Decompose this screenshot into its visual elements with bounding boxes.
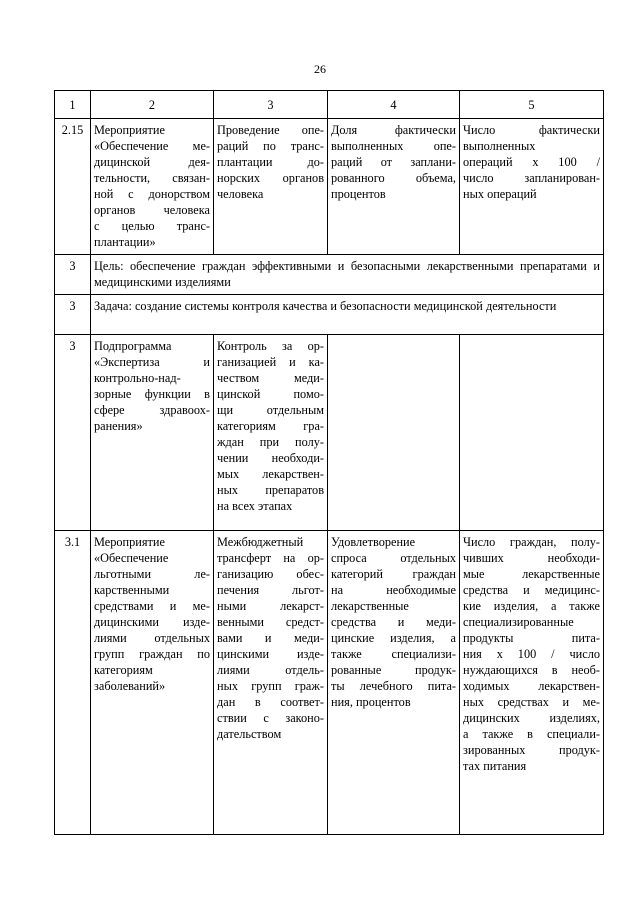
cell-line: ных операций — [463, 187, 537, 201]
cell-line: Подпрограмма — [94, 339, 172, 353]
cell-line: категорий граждан — [331, 567, 456, 581]
program-table — [54, 90, 604, 835]
task-row — [55, 295, 604, 335]
row-number: 3 — [55, 295, 91, 335]
cell-line: операций x 100 / — [463, 155, 600, 169]
cell-line: ганизацией и ка- — [217, 355, 324, 369]
cell-line: Число фактически — [463, 123, 600, 137]
description-cell — [214, 531, 328, 835]
cell-line: цинскими изде- — [217, 647, 324, 661]
cell-line: на необходимые — [331, 583, 456, 597]
cell-line: процентов — [331, 187, 386, 201]
table-row — [55, 335, 604, 531]
cell-line: ждан при полу- — [217, 435, 324, 449]
cell-line: мых лекарствен- — [217, 467, 324, 481]
row-number: 3.1 — [55, 531, 91, 835]
table-row — [55, 531, 604, 835]
cell-line: печения льгот- — [217, 583, 324, 597]
cell-line: тельности, связан- — [94, 171, 210, 185]
goal-row — [55, 255, 604, 295]
formula-cell — [460, 335, 604, 531]
indicator-cell — [328, 531, 460, 835]
cell-line: дицинских изделиях, — [463, 711, 600, 725]
activity-cell — [91, 531, 214, 835]
cell-line: контрольно-над- — [94, 371, 181, 385]
description-cell — [214, 119, 328, 255]
activity-cell — [91, 119, 214, 255]
table-row — [55, 119, 604, 255]
formula-cell — [460, 119, 604, 255]
cell-line: лекарственные — [331, 599, 409, 613]
cell-line: ганизацию обес- — [217, 567, 324, 581]
cell-line: Мероприятие — [94, 123, 165, 137]
cell-line: ния, процентов — [331, 695, 411, 709]
cell-line: на всех этапах — [217, 499, 293, 513]
indicator-cell — [328, 119, 460, 255]
cell-line: кие изделия, а также — [463, 599, 600, 613]
formula-cell — [460, 531, 604, 835]
header-col-5: 5 — [460, 91, 604, 119]
header-col-2: 2 — [91, 91, 214, 119]
cell-line: чении необходи- — [217, 451, 324, 465]
cell-line: мые лекарственные — [463, 567, 600, 581]
row-number: 3 — [55, 335, 91, 531]
cell-line: «Экспертиза и — [94, 355, 210, 369]
cell-line: ния x 100 / число — [463, 647, 600, 661]
cell-line: цинские изделия, а — [331, 631, 456, 645]
row-number: 2.15 — [55, 119, 91, 255]
cell-line: чивших необходи- — [463, 551, 600, 565]
cell-line: ствии с законо- — [217, 711, 324, 725]
cell-line: ты лечебного пита- — [331, 679, 456, 693]
cell-line: ных препаратов — [217, 483, 324, 497]
cell-line: Мероприятие — [94, 535, 165, 549]
cell-line: дательством — [217, 727, 282, 741]
cell-line: ными лекарст- — [217, 599, 324, 613]
cell-line: средства и медицинс- — [463, 583, 600, 597]
cell-line: раций от заплани- — [331, 155, 456, 169]
cell-line: ранения» — [94, 419, 143, 433]
header-col-4: 4 — [328, 91, 460, 119]
cell-line: лиями отдель- — [217, 663, 324, 677]
cell-line: ных средствах и ме- — [463, 695, 600, 709]
cell-line: специализированные — [463, 615, 574, 629]
cell-line: карственными — [94, 583, 170, 597]
goal-text: Цель: обеспечение граждан эффективными и безопасными лекарственными препаратами и медицинскими изделиями — [91, 255, 604, 295]
cell-line: вами и меди- — [217, 631, 324, 645]
cell-line: спроса отдельных — [331, 551, 456, 565]
cell-line: норских органов — [217, 171, 324, 185]
activity-cell — [91, 335, 214, 531]
cell-line: рованного объема, — [331, 171, 456, 185]
cell-line: «Обеспечение — [94, 551, 169, 565]
header-col-3: 3 — [214, 91, 328, 119]
cell-line: выполненных — [463, 139, 536, 153]
cell-line: Удовлетворение — [331, 535, 416, 549]
cell-line: человека — [217, 187, 264, 201]
cell-line: трансферт на ор- — [217, 551, 324, 565]
cell-line: плантации» — [94, 235, 156, 249]
indicator-cell — [328, 335, 460, 531]
cell-line: лиями отдельных — [94, 631, 210, 645]
cell-line: Доля фактически — [331, 123, 456, 137]
cell-line: категориям гра- — [217, 419, 324, 433]
cell-line: сфере здравоох- — [94, 403, 210, 417]
cell-line: щи отдельным — [217, 403, 324, 417]
cell-line: категориям — [94, 663, 153, 677]
page-number: 26 — [314, 62, 326, 76]
cell-line: раций по транс- — [217, 139, 324, 153]
header-row — [55, 91, 604, 119]
cell-line: дицинской дея- — [94, 155, 210, 169]
cell-line: Число граждан, полу- — [463, 535, 600, 549]
cell-line: средствами и ме- — [94, 599, 210, 613]
cell-line: ходимых лекарствен- — [463, 679, 600, 693]
cell-line: Контроль за ор- — [217, 339, 324, 353]
cell-line: выполненных опе- — [331, 139, 456, 153]
cell-line: цинской помо- — [217, 387, 324, 401]
cell-line: «Обеспечение ме- — [94, 139, 210, 153]
cell-line: Проведение опе- — [217, 123, 324, 137]
row-number: 3 — [55, 255, 91, 295]
cell-line: рованные продук- — [331, 663, 456, 677]
cell-line: число запланирован- — [463, 171, 600, 185]
cell-line: групп граждан по — [94, 647, 210, 661]
cell-line: средства и меди- — [331, 615, 456, 629]
task-text: Задача: создание системы контроля качества и безопасности медицинской деятельности — [91, 295, 604, 335]
cell-line: ной с донорством — [94, 187, 210, 201]
cell-line: плантации до- — [217, 155, 324, 169]
cell-line: чеством меди- — [217, 371, 324, 385]
cell-line: продукты пита- — [463, 631, 600, 645]
cell-line: нуждающихся в необ- — [463, 663, 600, 677]
cell-line: зорные функции в — [94, 387, 210, 401]
cell-line: тах питания — [463, 759, 527, 773]
cell-line: с целью транс- — [94, 219, 210, 233]
cell-line: а также в специали- — [463, 727, 600, 741]
description-cell — [214, 335, 328, 531]
cell-line: также специализи- — [331, 647, 456, 661]
cell-line: зированных продук- — [463, 743, 600, 757]
cell-line: дан в соответ- — [217, 695, 324, 709]
cell-line: венными средст- — [217, 615, 324, 629]
cell-line: дицинскими изде- — [94, 615, 210, 629]
cell-line: заболеваний» — [94, 679, 166, 693]
cell-line: ных групп граж- — [217, 679, 324, 693]
header-col-1: 1 — [55, 91, 91, 119]
cell-line: Межбюджетный — [217, 535, 304, 549]
cell-line: льготными ле- — [94, 567, 210, 581]
cell-line: органов человека — [94, 203, 210, 217]
